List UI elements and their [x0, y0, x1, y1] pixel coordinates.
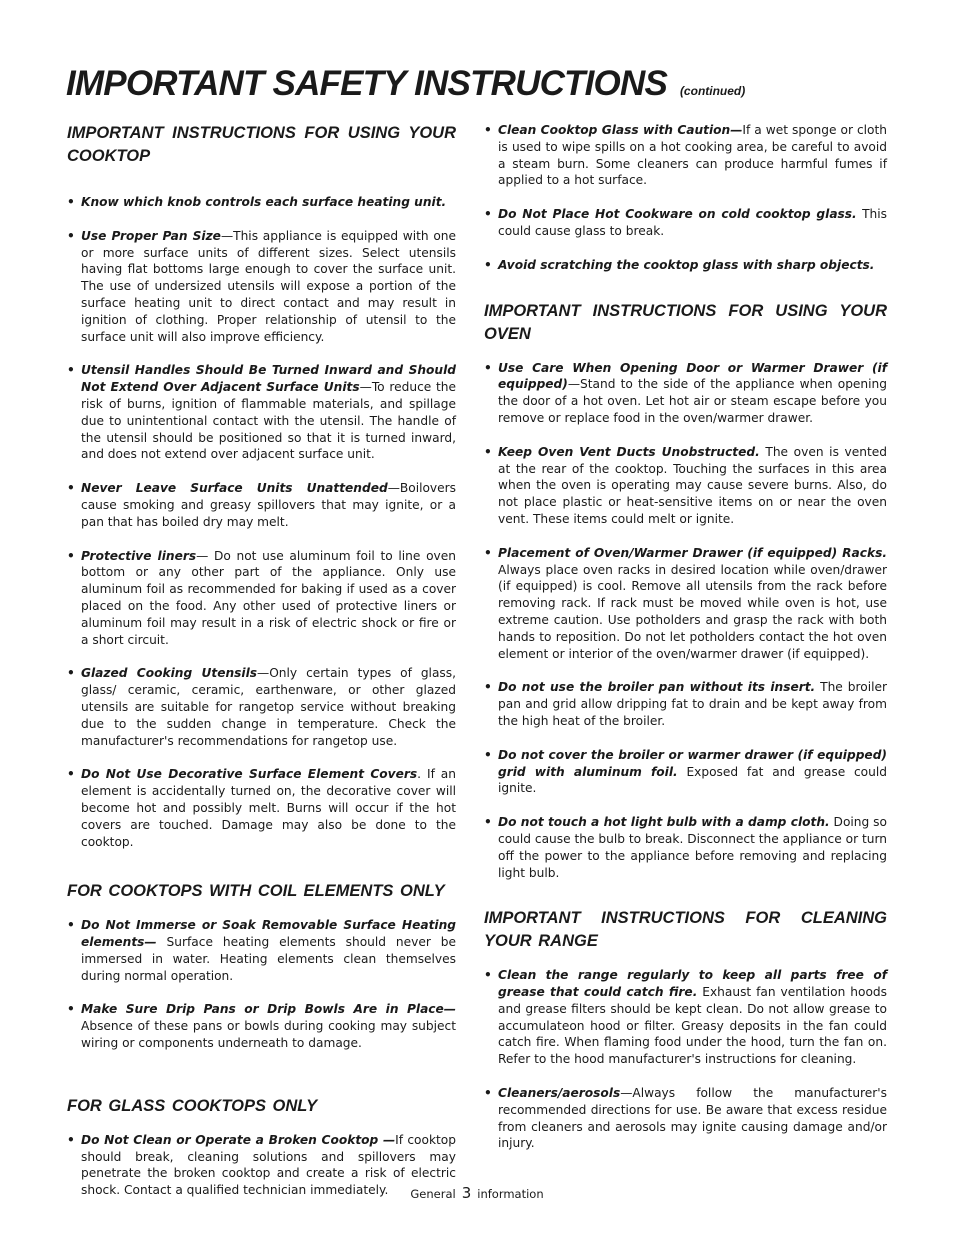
page-number: 3: [461, 1184, 472, 1202]
list-item: • Cleaners/aerosols—Always follow the manufacturer's recommended directions for use. Be aware that excess residue from cleaners and aerosols may ignite causing damage and/or injury.: [484, 1085, 887, 1152]
left-column: [67, 122, 456, 1199]
list-item: • Avoid scratching the cooktop glass with sharp objects.: [484, 257, 887, 274]
list-item: • Keep Oven Vent Ducts Unobstructed. The oven is vented at the rear of the cooktop. Touching the surfaces in this area when the oven is operating may cause severe burns. Also, do not place plastic or heat-sensitive items on or near the oven vent. These items could melt or ignite.: [484, 444, 887, 528]
coil-heading: FOR COOKTOPS WITH COIL ELEMENTS ONLY: [67, 882, 445, 901]
page-title: IMPORTANT SAFETY INSTRUCTIONS (continued): [66, 64, 746, 103]
list-item: • Glazed Cooking Utensils—Only certain types of glass, glass/ ceramic, ceramic, earthenware, or other glazed utensils are suitable for rangetop service without breaking due to the sudden change in temperature. Check the manufacturer's recommendations for rangetop use.: [67, 665, 456, 749]
list-item: • Clean Cooktop Glass with Caution—If a wet sponge or cloth is used to wipe spills on a hot cooking area, be careful to avoid a steam burn. Some cleaners can produce harmful fumes if applied to a hot surface.: [484, 122, 887, 189]
glass-heading: FOR GLASS COOKTOPS ONLY: [67, 1096, 318, 1115]
oven-heading: IMPORTANT INSTRUCTIONS FOR USING YOUR OVEN: [484, 301, 887, 343]
list-item: • Know which knob controls each surface heating unit.: [67, 194, 456, 211]
cleaning-heading: IMPORTANT INSTRUCTIONS FOR CLEANING YOUR RANGE: [484, 909, 887, 951]
cooktop-heading: IMPORTANT INSTRUCTIONS FOR USING YOUR COOKTOP: [67, 124, 456, 165]
list-item: • Do not cover the broiler or warmer drawer (if equipped) grid with aluminum foil. Exposed fat and grease could ignite.: [484, 747, 887, 797]
footer-left: General: [410, 1187, 456, 1201]
list-item: • Use Care When Opening Door or Warmer Drawer (if equipped)—Stand to the side of the appliance when opening the door of a hot oven. Let hot air or steam escape before you remove or replace food in the oven/warmer drawer.: [484, 360, 887, 427]
list-item: • Do Not Place Hot Cookware on cold cooktop glass. This could cause glass to break.: [484, 206, 887, 240]
list-item: • Protective liners— Do not use aluminum foil to line oven bottom or any other part of the appliance. Only use aluminum foil as recommended for baking if used as a cover placed on the food. Any other used of protective liners or aluminum foil may result in a risk of electric shock or fire or a short circuit.: [67, 548, 456, 649]
list-item: • Do Not Immerse or Soak Removable Surface Heating elements— Surface heating elements should never be immersed in water. Heating elements clean themselves during normal operation.: [67, 917, 456, 984]
list-item: • Placement of Oven/Warmer Drawer (if equipped) Racks. Always place oven racks in desired location while oven/drawer (if equipped) is cool. Remove all utensils from the rack before removing rack. If rack must be moved while oven is hot, use extreme caution. Use potholders and grasp the rack with both hands to reposition. Do not let potholders contact the hot oven element or interior of the oven/warmer drawer (if equipped).: [484, 545, 887, 663]
list-item: • Do Not Use Decorative Surface Element Covers. If an element is accidentally turned on, the decorative cover will become hot and possibly melt. Burns will occur if the hot covers are touched. Damage may also be done to the cooktop.: [67, 766, 456, 850]
list-item: • Make Sure Drip Pans or Drip Bowls Are in Place—Absence of these pans or bowls during cooking may subject wiring or components underneath to damage.: [67, 1001, 456, 1051]
list-item: • Use Proper Pan Size—This appliance is equipped with one or more surface units of different sizes. Select utensils having flat bottoms large enough to cover the surface unit. The use of undersized utensils will expose a portion of the surface heating unit to direct contact and may result in ignition of clothing. Proper relationship of utensil to the surface unit will also improve efficiency.: [67, 228, 456, 346]
right-column: [484, 122, 887, 1152]
list-item: • Never Leave Surface Units Unattended—Boilovers cause smoking and greasy spillovers that may ignite, or a pan that has boiled dry may melt.: [67, 480, 456, 530]
footer-right: information: [477, 1187, 544, 1201]
list-item: • Do not use the broiler pan without its insert. The broiler pan and grid allow dripping fat to drain and be kept away from the high heat of the broiler.: [484, 679, 887, 729]
list-item: • Clean the range regularly to keep all parts free of grease that could catch fire. Exhaust fan ventilation hoods and grease filters should be kept clean. Do not allow grease to accumulateon hood or filter. Greasy deposits in the fan could catch fire. When flaming food under the hood, turn the fan on. Refer to the hood manufacturer's instructions for cleaning.: [484, 967, 887, 1068]
list-item: • Utensil Handles Should Be Turned Inward and Should Not Extend Over Adjacent Surface Units—To reduce the risk of burns, ignition of flammable materials, and spillage due to unintentional contact with the utensil. The handle of the utensil should be positioned so that it is turned inward, and does not extend over adjacent surface unit.: [67, 362, 456, 463]
list-item: • Do not touch a hot light bulb with a damp cloth. Doing so could cause the bulb to break. Disconnect the appliance or turn off the power to the appliance before removing and replacing light bulb.: [484, 814, 887, 881]
title-suffix: (continued): [679, 84, 746, 98]
page-footer: [0, 1184, 954, 1202]
list-item: • Do Not Clean or Operate a Broken Cooktop —If cooktop should break, cleaning solutions and spillovers may penetrate the broken cooktop and create a risk of electric shock. Contact a qualified technician immediately.: [67, 1132, 456, 1199]
